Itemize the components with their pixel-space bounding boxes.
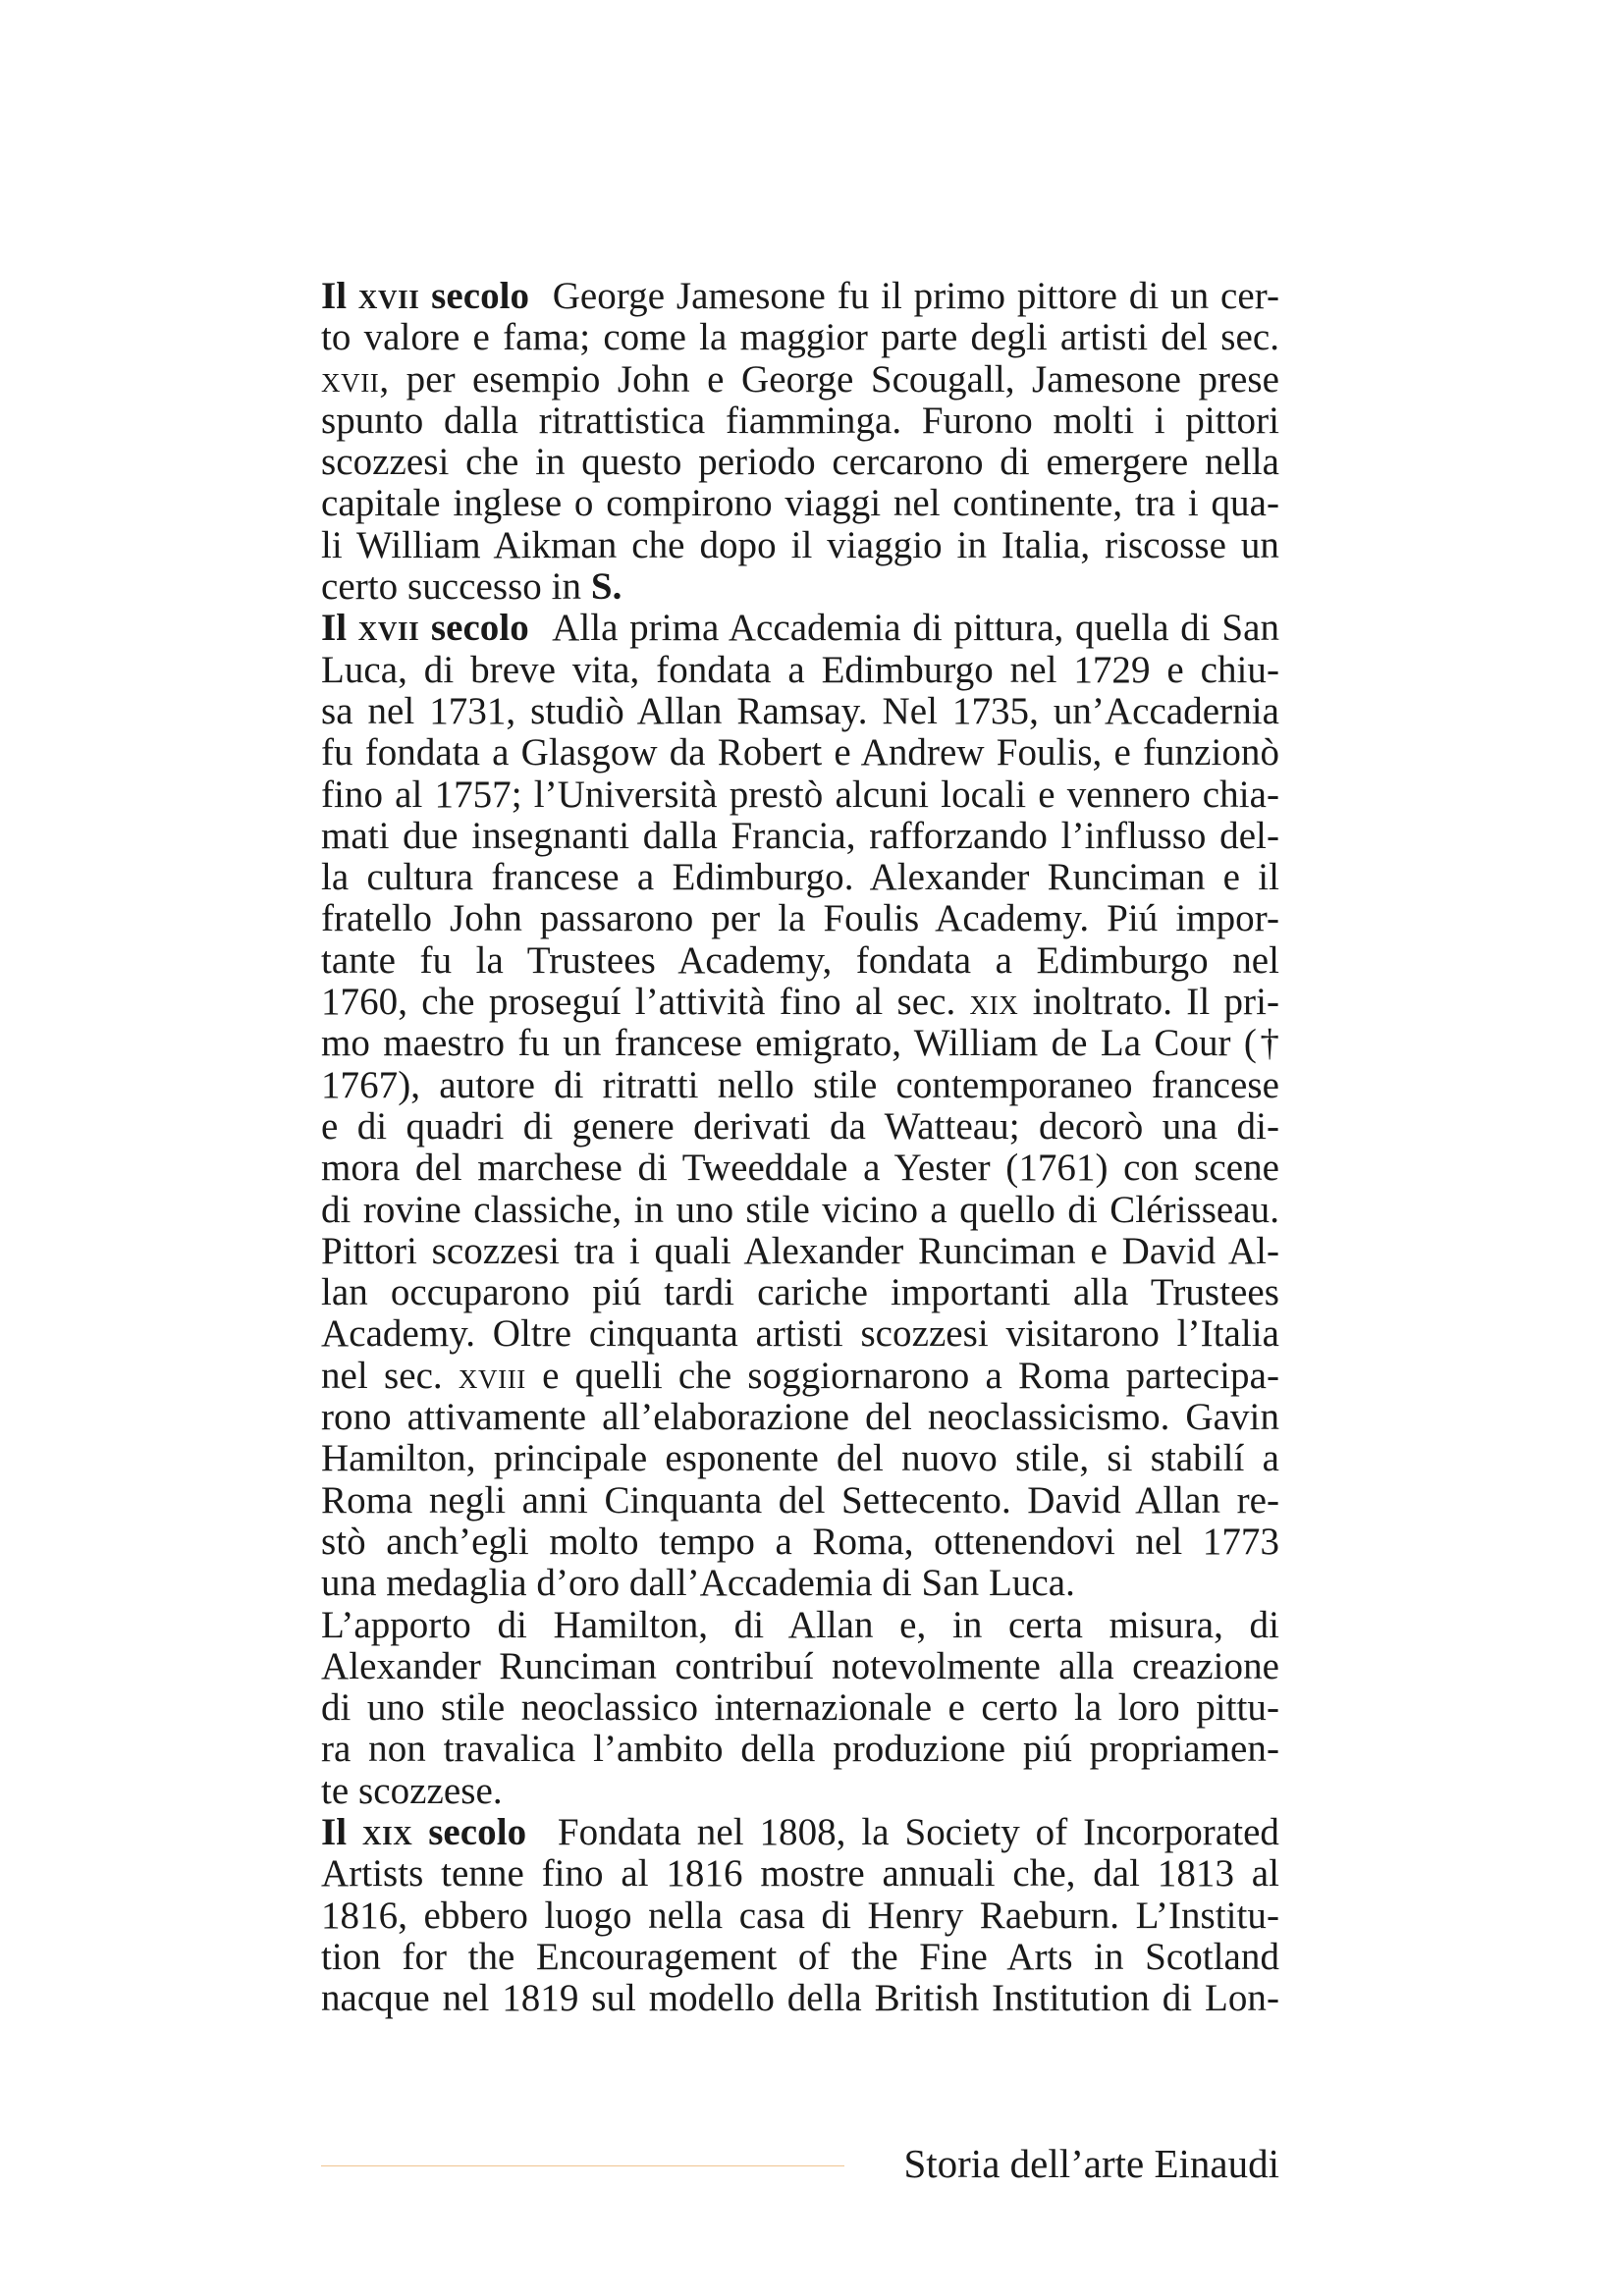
main-text-column: [321, 276, 1279, 2019]
heading-century: xvii: [357, 276, 420, 317]
section-18-line-last: una medaglia d’oro dall’Accademia di San Luca.: [321, 1562, 1075, 1605]
century-smallcaps: xvii: [321, 358, 380, 400]
section-18-line-21: Roma negli anni Cinquanta del Settecento. David Allan re-: [321, 1479, 1279, 1522]
section-19-line-0: [321, 1812, 1279, 1853]
section-17-line-3: spunto dalla ritrattistica fiamminga. Furono molti i pittori: [321, 400, 1279, 442]
section-18-heading: [321, 608, 529, 649]
section-18-line-3: fu fondata a Glasgow da Robert e Andrew Foulis, e funzionò: [321, 732, 1279, 774]
body-text: George Jamesone fu il primo pittore di un cer-: [552, 276, 1279, 317]
section-19-line-2: 1816, ebbero luogo nella casa di Henry Raeburn. L’Institu-: [321, 1895, 1279, 1937]
footer-title: Storia dell’arte Einaudi: [903, 2141, 1279, 2186]
heading-suffix: secolo: [412, 1811, 527, 1853]
body-text: nel sec.: [321, 1355, 459, 1397]
heading-prefix: Il: [321, 608, 358, 650]
section-18-line-13: mora del marchese di Tweeddale a Yester (1761) con scene: [321, 1148, 1279, 1190]
body-text: , per esempio John e George Scougall, Jamesone prese: [379, 358, 1279, 400]
heading-prefix: Il: [321, 1811, 362, 1853]
section-18-line-22: stò anch’egli molto tempo a Roma, ottenendovi nel 1773: [321, 1521, 1279, 1563]
section-18-line-14: di rovine classiche, in uno stile vicino a quello di Clérisseau.: [321, 1189, 1279, 1231]
section-17-line-last: [321, 566, 1279, 608]
section-18-line-20: Hamilton, principale esponente del nuovo stile, si stabilí a: [321, 1438, 1279, 1480]
hamilton-line-3: ra non travalica l’ambito della produzione piú propriamen-: [321, 1729, 1279, 1771]
section-18-line-18: [321, 1356, 1279, 1397]
section-18-line-2: sa nel 1731, studiò Allan Ramsay. Nel 1735, un’Accadernia: [321, 690, 1279, 732]
section-17-line-0: [321, 276, 1279, 317]
section-19-line-1: Artists tenne fino al 1816 mostre annuali che, dal 1813 al: [321, 1853, 1279, 1896]
section-18-line-10: mo maestro fu un francese emigrato, William de La Cour (†: [321, 1023, 1279, 1065]
section-17-line-1: to valore e fama; come la maggior parte degli artisti del sec.: [321, 317, 1279, 359]
heading-prefix: Il: [321, 276, 358, 317]
section-17-line-4: scozzesi che in questo periodo cercarono di emergere nella: [321, 442, 1279, 484]
section-18-line-7: fratello John passarono per la Foulis Academy. Piú impor-: [321, 898, 1279, 940]
section-17-heading: [321, 276, 529, 317]
section-18-line-0: [321, 608, 1279, 649]
century-smallcaps: xviii: [458, 1355, 526, 1397]
heading-suffix: secolo: [419, 276, 530, 317]
section-18-line-6: la cultura francese a Edimburgo. Alexander Runciman e il: [321, 857, 1279, 899]
hamilton-line-0: L’apporto di Hamilton, di Allan e, in certa misura, di: [321, 1604, 1279, 1646]
section-18-line-11: 1767), autore di ritratti nello stile contemporaneo francese: [321, 1064, 1279, 1106]
heading-century: xvii: [357, 608, 420, 650]
body-text: e quelli che soggiornarono a Roma partecipa-: [525, 1355, 1279, 1397]
section-18-line-16: lan occuparono piú tardi cariche importanti alla Trustees: [321, 1272, 1279, 1314]
section-18-line-9: [321, 982, 1279, 1023]
section-19-line-4: nacque nel 1819 sul modello della British Institution di Lon-: [321, 1978, 1279, 2020]
hamilton-line-last: te scozzese.: [321, 1769, 503, 1812]
body-text: 1760, che proseguí l’attività fino al sec.: [321, 982, 970, 1024]
section-17-line-5: capitale inglese o compirono viaggi nel continente, tra i qua-: [321, 483, 1279, 525]
cross-reference: S.: [590, 565, 622, 609]
section-18-line-17: Academy. Oltre cinquanta artisti scozzesi visitarono l’Italia: [321, 1313, 1279, 1356]
body-text: Fondata nel 1808, la Society of Incorporated: [557, 1811, 1279, 1853]
section-18-line-15: Pittori scozzesi tra i quali Alexander Runciman e David Al-: [321, 1230, 1279, 1272]
section-19-line-3: tion for the Encouragement of the Fine Arts in Scotland: [321, 1936, 1279, 1978]
body-text: Alla prima Accademia di pittura, quella di San: [552, 608, 1279, 650]
section-18-line-19: rono attivamente all’elaborazione del neoclassicismo. Gavin: [321, 1397, 1279, 1439]
heading-suffix: secolo: [419, 608, 529, 650]
section-18-line-4: fino al 1757; l’Università prestò alcuni locali e vennero chia-: [321, 774, 1279, 816]
section-17-line-2: [321, 359, 1279, 400]
body-text: certo successo in: [321, 565, 591, 609]
hamilton-line-1: Alexander Runciman contribuí notevolmente alla creazione: [321, 1645, 1279, 1687]
section-18-line-12: e di quadri di genere derivati da Watteau; decorò una di-: [321, 1105, 1279, 1148]
footer-rule: [321, 2165, 844, 2166]
section-18-line-5: mati due insegnanti dalla Francia, rafforzando l’influsso del-: [321, 815, 1279, 857]
hamilton-line-2: di uno stile neoclassico internazionale e certo la loro pittu-: [321, 1687, 1279, 1730]
section-18-line-8: tante fu la Trustees Academy, fondata a Edimburgo nel: [321, 939, 1279, 982]
section-18-line-1: Luca, di breve vita, fondata a Edimburgo nel 1729 e chiu-: [321, 649, 1279, 691]
heading-century: xix: [362, 1811, 413, 1853]
century-smallcaps: xix: [969, 982, 1019, 1024]
section-19-heading: [321, 1812, 526, 1853]
section-17-line-6: li William Aikman che dopo il viaggio in Italia, riscosse un: [321, 524, 1279, 566]
body-text: inoltrato. Il pri-: [1018, 982, 1279, 1024]
